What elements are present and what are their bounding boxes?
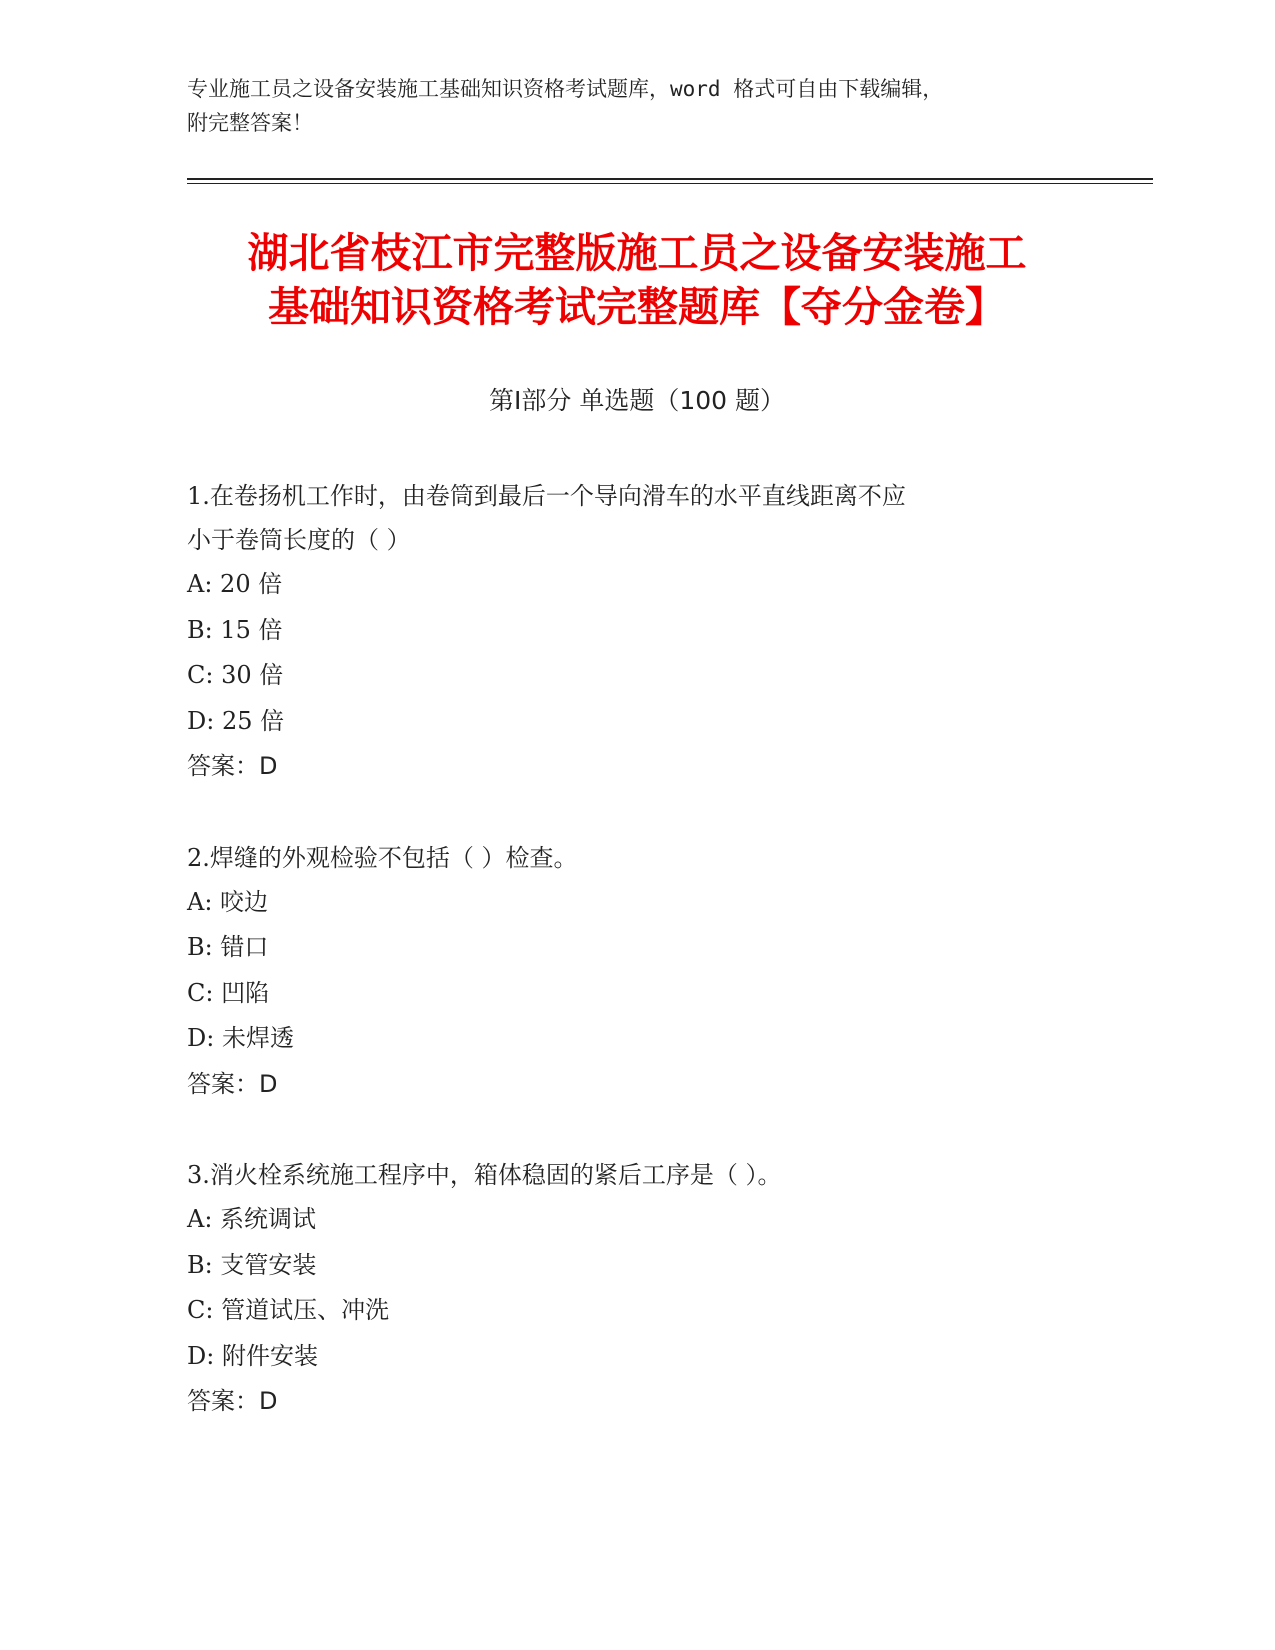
header-divider-thick: [187, 178, 1153, 180]
question-1: [187, 474, 1087, 790]
option-d: D: 未焊透: [187, 1024, 294, 1052]
option-b: B: 15 倍: [187, 615, 283, 644]
option-b: B: 支管安装: [187, 1250, 317, 1279]
section-heading: 第Ⅰ部分 单选题（100 题）: [489, 386, 785, 415]
question-list: [187, 474, 1087, 1471]
option-c: C: 30 倍: [187, 661, 284, 689]
option-b: B: 错口: [187, 933, 269, 961]
option-a: A: 咬边: [187, 887, 269, 916]
question-stem: 1.在卷扬机工作时，由卷筒到最后一个导向滑车的水平直线距离不应: [187, 482, 906, 510]
document-title-line-1: 湖北省枝江市完整版施工员之设备安装施工: [247, 229, 1027, 277]
header-note-line-2: 附完整答案！: [187, 111, 313, 135]
option-d: D: 附件安装: [187, 1341, 318, 1370]
option-a: A: 系统调试: [187, 1205, 317, 1233]
question-stem: 2.焊缝的外观检验不包括（ ）检查。: [187, 843, 578, 872]
answer-line: 答案：D: [187, 1387, 278, 1415]
header-divider-thin: [187, 183, 1153, 184]
question-stem: 3.消火栓系统施工程序中，箱体稳固的紧后工序是（ ）。: [187, 1161, 782, 1189]
option-a: A: 20 倍: [187, 570, 283, 598]
answer-line: 答案：D: [187, 1069, 278, 1098]
header-note: [187, 72, 1067, 140]
document-title: [187, 226, 1087, 334]
option-c: C: 凹陷: [187, 978, 270, 1007]
answer-line: 答案：D: [187, 752, 278, 780]
question-stem-continued: 小于卷筒长度的（ ）: [187, 526, 411, 554]
question-3: [187, 1153, 1087, 1425]
option-d: D: 25 倍: [187, 706, 285, 735]
question-2: [187, 836, 1087, 1108]
header-note-line-1: 专业施工员之设备安装施工基础知识资格考试题库，word 格式可自由下载编辑，: [187, 77, 944, 101]
document-title-line-2: 基础知识资格考试完整题库【夺分金卷】: [268, 283, 1006, 331]
option-c: C: 管道试压、冲洗: [187, 1296, 390, 1324]
